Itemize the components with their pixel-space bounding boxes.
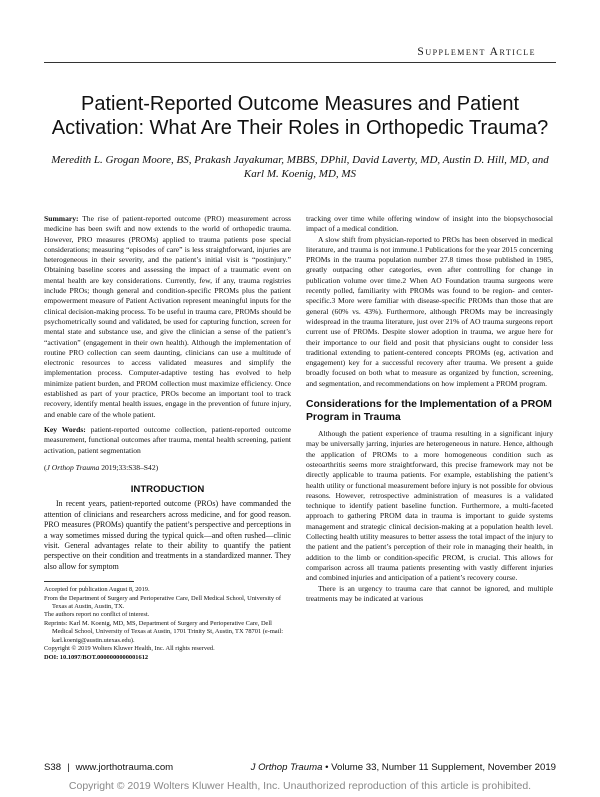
footnotes [44,586,291,662]
introduction-paragraph: In recent years, patient-reported outcome (PROs) have commanded the attention of clinicians and researchers across medicine, and for good reason. PRO measures (PROMs) quantify the patient’s perspective and perceptions in a way sometimes missed during the typical quick—and often rushed—clinic visit. General advantages relate to their ability to quantify the patient perspective on their condition and treatments in a standardized manner. They also allow for symptom [44,499,291,571]
introduction-heading: INTRODUCTION [130,484,205,496]
summary-label: Summary: [44,214,79,223]
citation-details: 2019;33:S38–S42) [101,462,159,472]
footnote-reprints: Reprints: Karl M. Koenig, MD, MS, Department of Surgery and Perioperative Care, Dell Medical School, University of Texas at Austin, 1701 Trinity St, Austin, TX 78701 (e-mail: karl.koenig@austin.utexas.edu). [44,619,283,644]
footer-volume: • Volume 33, Number 11 Supplement, November 2019 [325,762,556,773]
keywords-paragraph [44,425,291,456]
page-footer [44,762,556,773]
right-paragraph-1: tracking over time while offering window of insight into the biopsychosocial impact of a medical condition. [306,214,553,234]
footnote-copyright: Copyright © 2019 Wolters Kluwer Health, Inc. All rights reserved. [44,645,215,653]
right-paragraph-4: There is an urgency to trauma care that cannot be ignored, and multiple treatments may be indicated at various [306,583,553,603]
author-list: Meredith L. Grogan Moore, BS, Prakash Jayakumar, MBBS, DPhil, David Laverty, MD, Austin D. Hill, MD, and Karl M. Koenig, MD, MS [51,154,549,180]
footnote-conflict: The authors report no conflict of interest. [44,611,150,619]
footer-journal: J Orthop Trauma [250,762,323,773]
right-paragraph-2: A slow shift from physician-reported to PROs has been observed in medical literature, and trauma is not immune.1 Publications for the year 2015 concerning PROMs in the trauma population number 27.8 times those published in 1985, greatly outpacing other categories, even after controlling for change in publication volume over time.2 When AO Foundation trauma surgeons were recently polled, familiarity with PROMs was found to be region- and center-specific.3 More were familiar with disease-specific PROMs than those that are general (60% vs. 43%). Furthermore, although PROMs may be increasingly widespread in the trauma literature, just over 21% of AO trauma surgeons report current use of PROMs. Despite slower adoption in trauma, we argue here for their importance to our field and posit that physicians ought to consider less traditional extending to patient-centered concepts PROMs (eg, activation and engagement) key for a successful recovery after trauma. We present a guide broadly focused on both what to measure as organized by function, screening, and segmentation, and recommendations on how implement a PROM program. [306,234,553,388]
footnote-accepted: Accepted for publication August 8, 2019. [44,586,150,594]
right-column [306,214,553,604]
journal-website[interactable]: www.jorthotrauma.com [75,762,174,773]
considerations-heading: Considerations for the Implementation of a PROM Program in Trauma [306,399,552,423]
copyright-notice: Copyright © 2019 Wolters Kluwer Health, Inc. Unauthorized reproduction of this article is prohibited. [68,780,532,792]
left-column [44,214,291,662]
footnote-rule [44,581,134,582]
footnote-affiliation: From the Department of Surgery and Perioperative Care, Dell Medical School, University of Texas at Austin, Austin, TX. [44,594,281,611]
page-number: S38 [44,762,62,773]
section-label: Supplement Article [417,46,536,58]
right-paragraph-3: Although the patient experience of trauma resulting in a significant injury may be universally jarring, injuries are heterogeneous in nature. Hence, although the application of PROMs to a more homogeneous condition such as osteoarthritis seems more straightforward, this precise framework may not be directly applicable to trauma patients. For example, establishing the patient’s health utility or functional measurement before injury is not possible for obvious reasons. However, retrospective administration of measures is a validated technique to identify patient baseline function. Furthermore, a multi-faceted approach to gathering PROM data in trauma is important to guide systems management and strategic clinical decision-making at a population health level. Collecting health utility measures to better assess the total impact of the injury to the patient and the patient’s perception of their role in managing their health, in addition to the limb or condition-specific PROM, is crucial. This allows for comparison across all trauma patients presenting with vastly different injuries and combined injuries and anticipation of a patient’s recovery course. [306,429,553,583]
citation-journal: J Orthop Trauma [46,462,100,472]
citation: (J Orthop Trauma 2019;33:S38–S42) [44,462,159,472]
keywords-text: patient-reported outcome collection, patient-reported outcome measurement, functional outcomes after trauma, mental health screening, patient activation, patient segmentation [44,424,291,455]
footer-separator: | [67,762,70,773]
header-rule [44,62,556,63]
doi: DOI: 10.1097/BOT.0000000000001612 [44,653,149,661]
article-title: Patient-Reported Outcome Measures and Patient Activation: What Are Their Roles in Orthopedic Trauma? [51,93,549,139]
summary-paragraph [44,214,291,420]
keywords-label: Key Words: [44,424,86,434]
summary-text: The rise of patient-reported outcome (PRO) measurement across medicine has been swift and now extends to the world of orthopedic trauma. However, PRO measures (PROMs) applied to trauma patients pose special considerations; measuring “episodes of care” is less straightforward, injuries are heterogeneous in their severity, and the patient’s initial visit is “postinjury.” Obtaining baseline scores and assessing the impact of a traumatic event on mental health are key considerations. Currently, few, if any, trauma registries include PROs; though general and condition-specific PROMs plus the patient empowerment measure of Patient Activation represent meaningful inputs for the clinical decision-making process. To be useful in trauma care, PROMs should be psychometrically sound and validated, be used for capturing function, screen for mental state and substance use, and give the clinician a sense of the patient’s “activation” (engagement in their own health). Although the implementation of routine PRO collection can seem daunting, clinicians can use a multitude of electronic resources to access validated measures and simplify the implementation process. Computer-adaptive testing has evolved to help minimize patient burden, and PROM collection must maximize efficiency. Once established as part of your practice, PROs become an important tool to track recovery, identify mental health issues, engage in the prevention of future injury, and enable care of the whole patient. [44,214,291,419]
